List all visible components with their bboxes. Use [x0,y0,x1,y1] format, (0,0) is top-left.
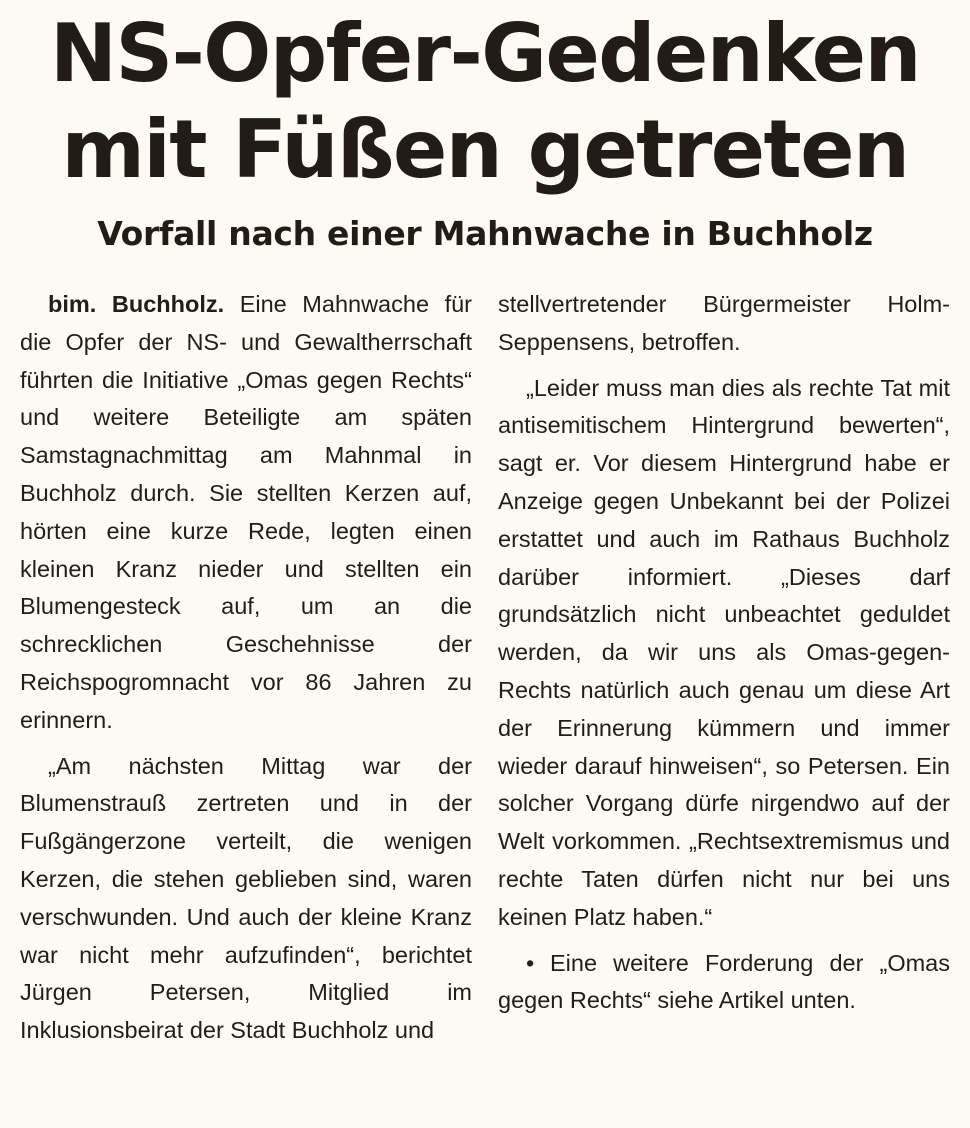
column-left [20,286,472,1050]
paragraph-4 [498,945,950,1021]
dateline: bim. Buchholz. [48,291,225,317]
subheadline: Vorfall nach einer Mahnwache in Buchholz [97,214,873,253]
paragraph-1-text: Eine Mahnwache für die Opfer der NS- und Gewaltherrschaft führten die Initiative „Omas gegen Rechts“ und weitere Beteiligte am späten Samstagnachmittag am Mahnmal in Buchholz durch. Sie stellten Kerzen auf, hörten eine kurze Rede, legten einen kleinen Kranz nieder und stellten ein Blumengesteck auf, um an die schrecklichen Geschehnisse der Reichspogromnacht vor 86 Jahren zu erinnern. [20,291,472,733]
paragraph-3: „Leider muss man dies als rechte Tat mit antisemitischem Hintergrund bewerten“, sagt er. Vor diesem Hintergrund habe er Anzeige gegen Unbekannt bei der Polizei erstattet und auch im Rathaus Buchholz darüber informiert. „Dieses darf grundsätzlich nicht unbeachtet geduldet werden, da wir uns als Omas-gegen-Rechts natürlich auch genau um diese Art der Erinnerung kümmern und immer wieder darauf hinweisen“, so Petersen. Ein solcher Vorgang dürfe nirgendwo auf der Welt vorkommen. „Rechtsextremismus und rechte Taten dürfen nicht nur bei uns keinen Platz haben.“ [498,374,950,930]
headline-line-2: mit Füßen getreten [61,103,909,196]
article-body [20,286,950,1050]
bullet-icon: • [526,949,535,976]
paragraph-1 [20,286,472,740]
paragraph-2-continued: stellvertretender Bürgermeister Holm-Seppensens, betroffen. [498,291,950,355]
column-right [498,286,950,1050]
paragraph-4-text: Eine weitere Forderung der „Omas gegen Rechts“ siehe Artikel unten. [498,949,950,1014]
headline [20,6,950,198]
paragraph-2: „Am nächsten Mittag war der Blumenstrauß zertreten und in der Fußgängerzone verteilt, die wenigen Kerzen, die stehen geblieben sind, waren verschwunden. Und auch der kleine Kranz war nicht mehr aufzufinden“, berichtet Jürgen Petersen, Mitglied im Inklusionsbeirat der Stadt Buchholz und [20,752,472,1044]
headline-line-1: NS-Opfer-Gedenken [50,7,920,100]
